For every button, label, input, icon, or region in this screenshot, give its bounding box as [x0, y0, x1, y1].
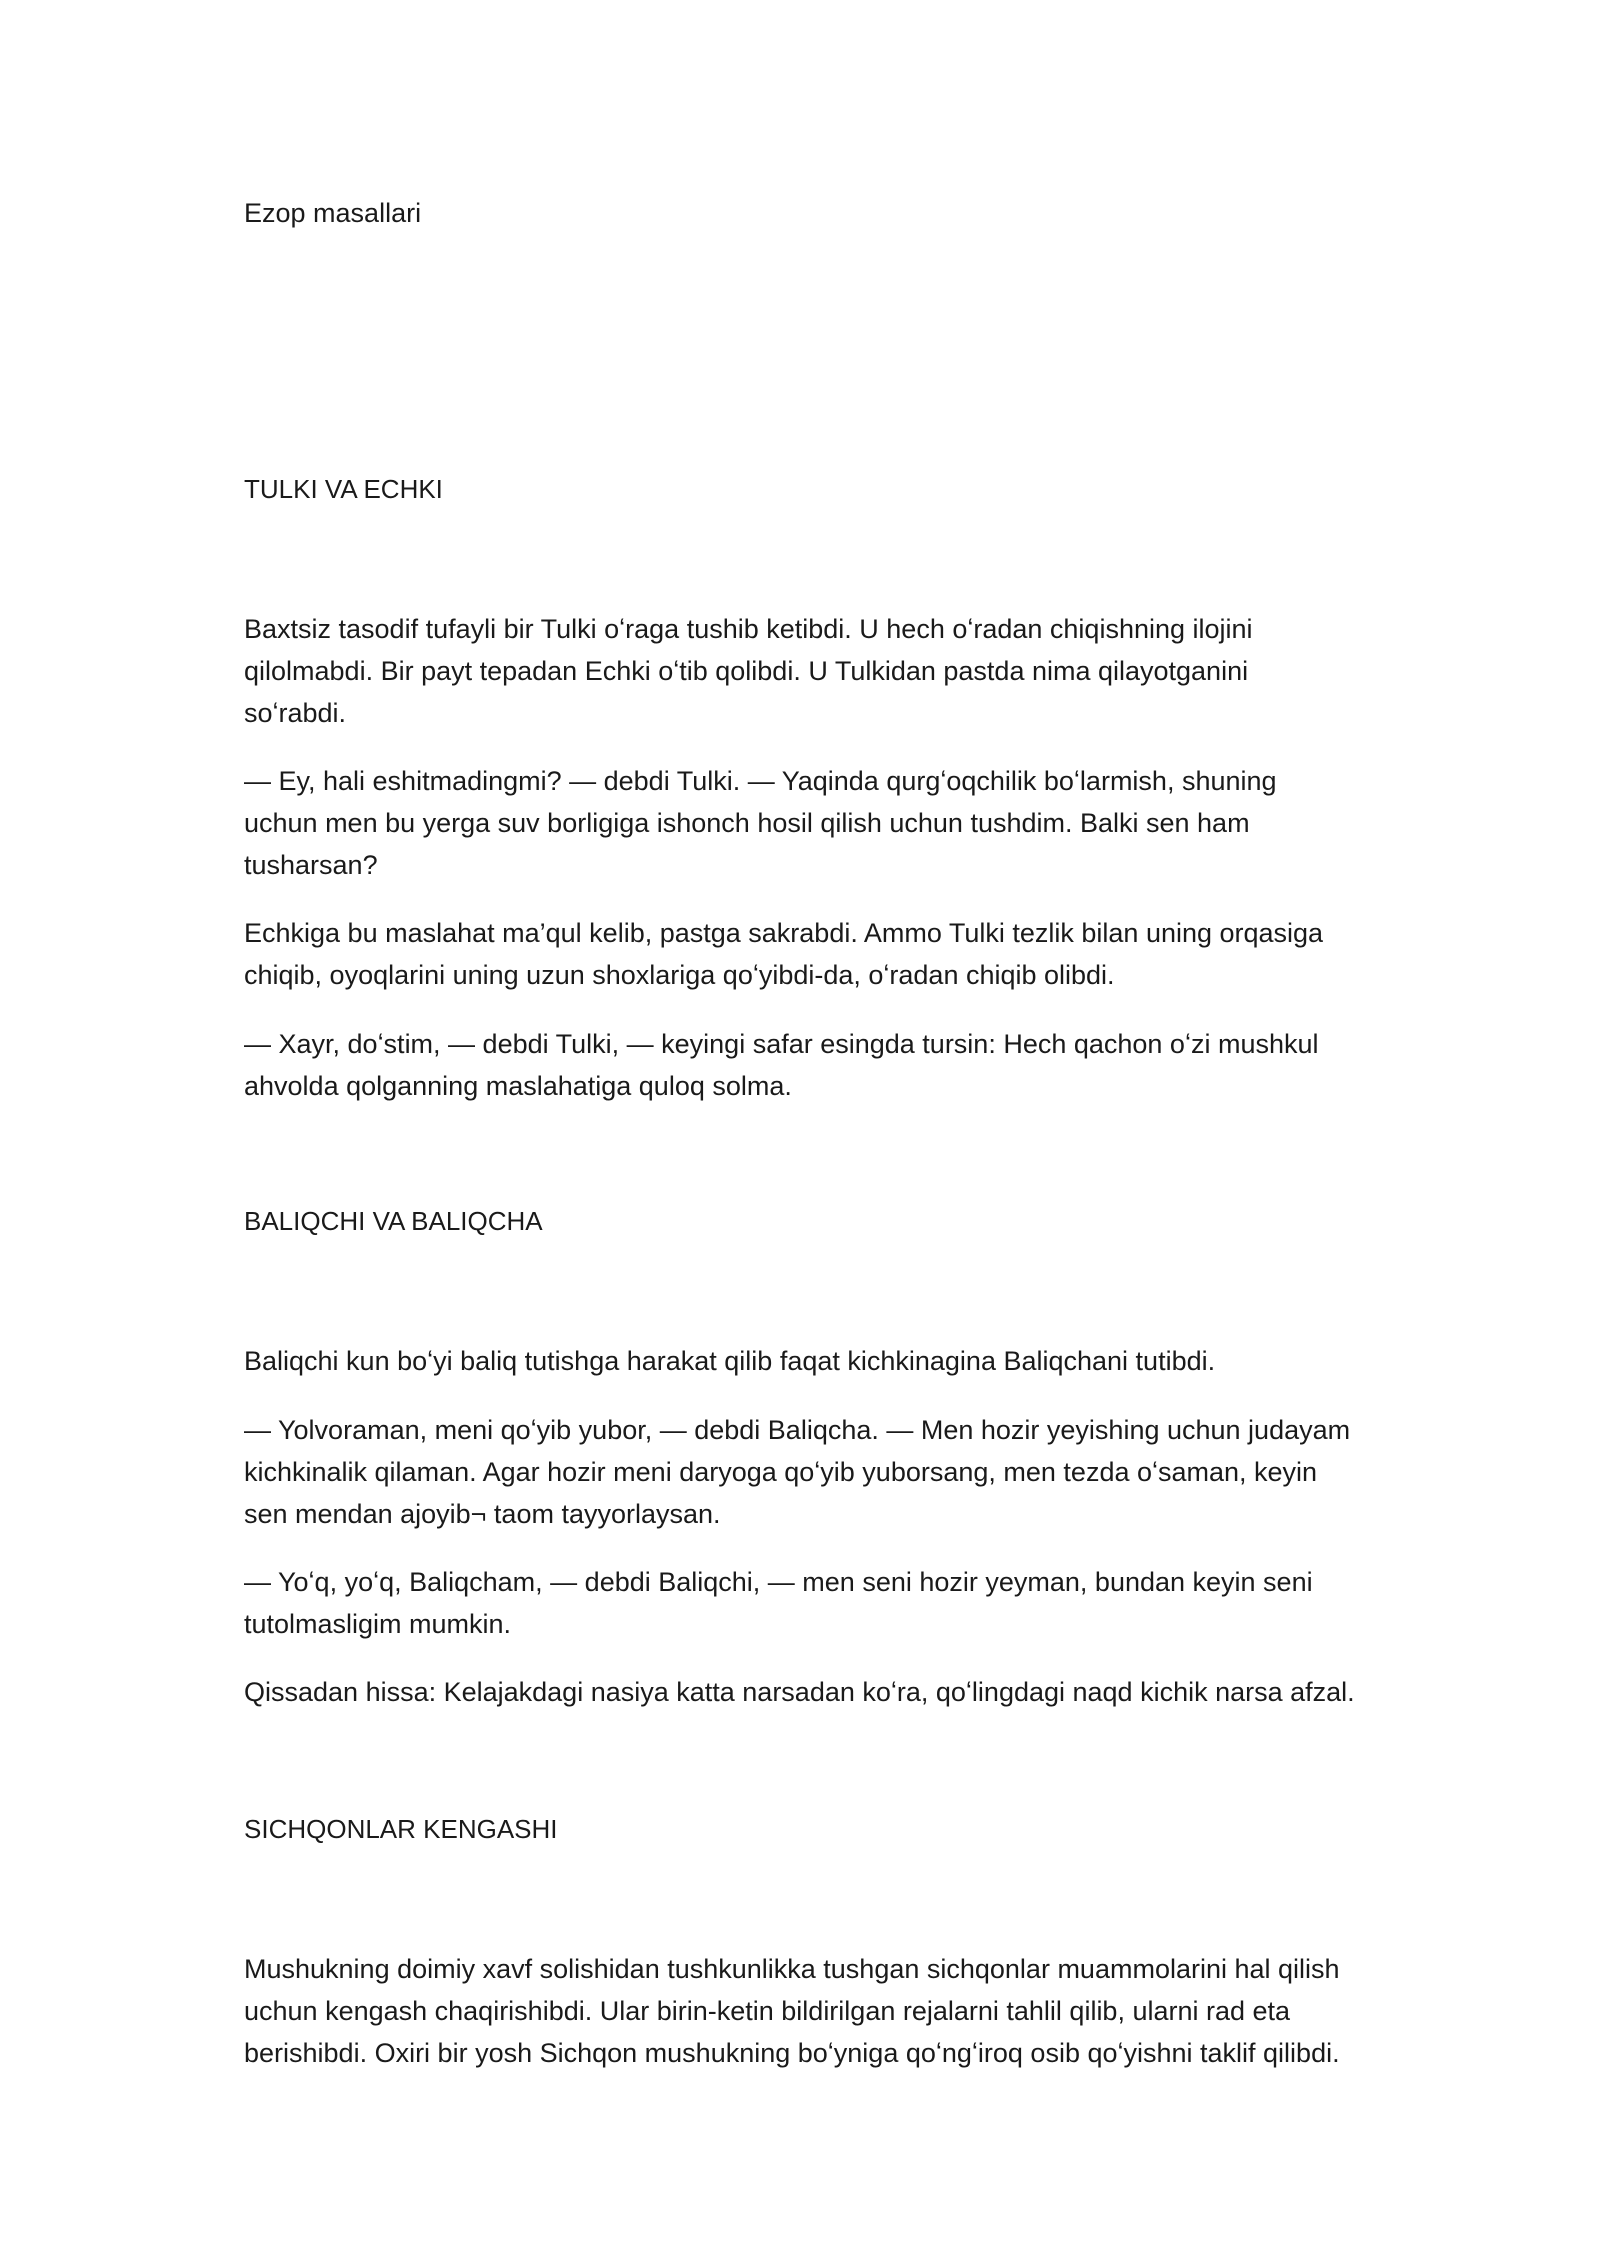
paragraph — [244, 608, 1374, 734]
text-line: — Yolvoraman, meni qoʻyib yubor, — debdi Baliqcha. — Men hozir yeyishing uchun judayam — [244, 1415, 1351, 1445]
text-line: kichkinalik qilaman. Agar hozir meni daryoga qoʻyib yuborsang, men tezda oʻsaman, keyin — [244, 1457, 1318, 1487]
text-line: — Xayr, doʻstim, — debdi Tulki, — keyingi safar esingda tursin: Hech qachon oʻzi mushkul — [244, 1029, 1319, 1059]
text-line: Baxtsiz tasodif tufayli bir Tulki oʻraga tushib ketibdi. U hech oʻradan chiqishning ilojini — [244, 614, 1253, 644]
paragraph — [244, 912, 1374, 996]
text-line: Qissadan hissa: Kelajakdagi nasiya katta narsadan koʻra, qoʻlingdagi naqd kichik narsa afzal. — [244, 1677, 1355, 1707]
text-line: Echkiga bu maslahat ma’qul kelib, pastga sakrabdi. Ammo Tulki tezlik bilan uning orqasiga — [244, 918, 1324, 948]
text-line: ahvolda qolganning maslahatiga quloq solma. — [244, 1071, 792, 1101]
section-heading: TULKI VA ECHKI — [244, 474, 443, 504]
paragraph — [244, 1340, 1374, 1382]
text-line: tutolmasligim mumkin. — [244, 1609, 512, 1639]
text-line: — Yoʻq, yoʻq, Baliqcham, — debdi Baliqchi, — men seni hozir yeyman, bundan keyin seni — [244, 1567, 1313, 1597]
section-heading: BALIQCHI VA BALIQCHA — [244, 1206, 543, 1236]
text-line: — Ey, hali eshitmadingmi? — debdi Tulki. — Yaqinda qurgʻoqchilik boʻlarmish, shuning — [244, 766, 1277, 796]
text-line: Baliqchi kun boʻyi baliq tutishga harakat qilib faqat kichkinagina Baliqchani tutibdi. — [244, 1346, 1216, 1376]
text-line: tusharsan? — [244, 850, 378, 880]
text-line: uchun kengash chaqirishibdi. Ular birin-ketin bildirilgan rejalarni tahlil qilib, ularni rad eta — [244, 1996, 1291, 2026]
text-line: chiqib, oyoqlarini uning uzun shoxlariga qoʻyibdi-da, oʻradan chiqib olibdi. — [244, 960, 1115, 990]
paragraph — [244, 760, 1374, 886]
paragraph — [244, 1671, 1374, 1713]
section-heading: SICHQONLAR KENGASHI — [244, 1814, 558, 1844]
text-line: sen mendan ajoyib¬ taom tayyorlaysan. — [244, 1499, 721, 1529]
text-line: qilolmabdi. Bir payt tepadan Echki oʻtib qolibdi. U Tulkidan pastda nima qilayotganini — [244, 656, 1249, 686]
paragraph — [244, 1561, 1374, 1645]
text-line: Mushukning doimiy xavf solishidan tushkunlikka tushgan sichqonlar muammolarini hal qilish — [244, 1954, 1340, 1984]
paragraph — [244, 1023, 1374, 1107]
text-line: uchun men bu yerga suv borligiga ishonch hosil qilish uchun tushdim. Balki sen ham — [244, 808, 1250, 838]
paragraph — [244, 1948, 1374, 2074]
text-line: soʻrabdi. — [244, 698, 347, 728]
paragraph — [244, 1409, 1374, 1535]
document-title: Ezop masallari — [244, 198, 422, 228]
text-line: berishibdi. Oxiri bir yosh Sichqon mushukning boʻyniga qoʻngʻiroq osib qoʻyishni taklif qilibdi. — [244, 2038, 1340, 2068]
